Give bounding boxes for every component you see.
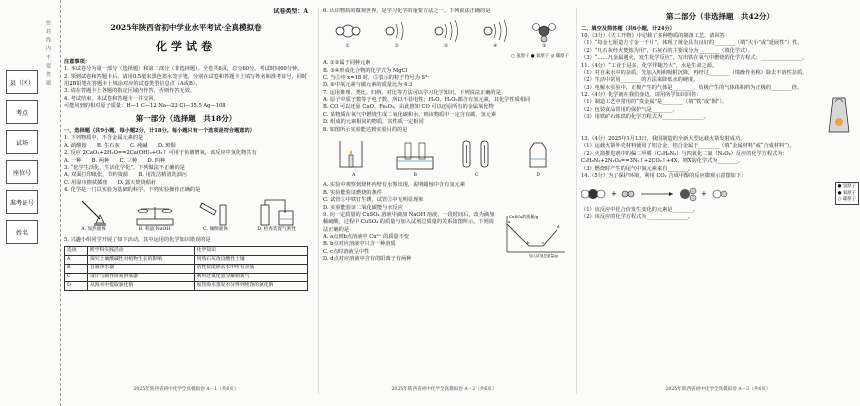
table-cell: 加热海水蒸发水分得到纯净的氯化钠	[194, 282, 307, 291]
question-9: 9. 向一定质量的 CuSO₄ 溶液中滴加 NaOH 溶液，一段时间后，改为滴加稀硫酸，过程中 CuSO₄ 的质量与加入试剂总质量的关系如图所示。下列说法正确的是	[323, 211, 495, 233]
candle-beaker-icon	[332, 137, 376, 173]
sub-question: （1）运载火箭外壳材料使用了铝合金，铝合金属于________（填“金属材料”或“合成材料”）。	[581, 143, 795, 150]
table-cell: 探究土壤酸碱性对植物生长的影响	[88, 256, 195, 265]
tube-heating-icon	[74, 197, 114, 227]
sub-question: （3）燃烧时产生的尾气中氮元素来自________。	[581, 165, 694, 172]
page-column-3	[576, 8, 859, 394]
graph-xlabel: 加入试剂总质量/g	[529, 253, 558, 258]
sub-question: （2）火箭推进剂中的偏二甲肼（C₂H₈N₂）与四氧化二氮（N₂O₄）反应的化学方程式为：	[581, 150, 788, 157]
question-13: 13.（4分）2025年1月13日，我国制造的全新大型运载火箭发射成功。	[581, 136, 746, 143]
table-cell: 活性炭能除去水中所有杂质	[194, 264, 307, 273]
seal-line-note: 密 封 线 内 不 要 答 题	[45, 20, 51, 87]
exam-type: 试卷类型：A	[273, 8, 308, 15]
option-line: B. b点对应溶液中只含一种溶质	[323, 241, 396, 248]
page-footer: 2025年陕西省初中化学全真模拟卷 A－2（共6页）	[391, 387, 497, 393]
table-header-cell: 选项	[65, 247, 88, 256]
reaction-legend	[835, 182, 859, 205]
question-11: 11.（4分）“工业于是多，化学伴随乃大”，水是生命之源。	[581, 62, 718, 69]
table-cell: A	[65, 256, 88, 265]
seat-label: 座位号	[12, 169, 31, 177]
question-12: 12.（4分）化学就在我们身边，请用所学知识回答：	[581, 92, 702, 99]
table-cell: D	[65, 282, 88, 291]
sub-question: （2）生活中常用________的方法来降低水的硬度。	[581, 77, 699, 84]
option-line: B. 实验能验证燃烧的条件	[323, 189, 382, 196]
part1-title: 第一部分（选择题 共18分）	[135, 114, 237, 124]
table-cell: 利用过氧化氢分解制氧气	[194, 273, 307, 282]
exam-site-label: 考点	[15, 109, 28, 117]
atom-shell-icon	[429, 18, 463, 44]
pouring-icon	[196, 197, 236, 227]
question-12-text	[581, 92, 819, 136]
legend-item: ● 氧原子	[530, 53, 550, 59]
name-label: 姓名	[15, 229, 28, 237]
notice-item: 3. 请在答题卡上各题的指定区域内作答，否则作答无效。	[64, 88, 196, 95]
question-4: 4. 化学是一门以实验为基础的科学。下列实验操作正确的是	[64, 187, 201, 194]
notice-title: 注意事项：	[64, 58, 90, 65]
sub-question: （1）对自来水中的杂质，先加入明矾吸附沉降，再经过________（填操作名称）除去不溶性杂质。	[581, 69, 808, 76]
figure-pour	[196, 197, 236, 234]
question-9-block	[323, 212, 569, 264]
atom-shell-icon	[478, 18, 512, 44]
legend-item: ● 氧原子	[837, 190, 856, 196]
option-line: C. 某物质在氧气中燃烧生成二氧化碳和水，则该物质中一定含有碳、氢元素	[323, 111, 497, 118]
figure-caption: ②	[394, 44, 399, 50]
subject-title: 化学试卷	[156, 40, 216, 54]
question-9-text	[323, 212, 499, 264]
question-4-figures	[64, 197, 308, 234]
figure-caption: ⑤	[542, 44, 547, 50]
exam-title: 2025年陕西省初中学业水平考试·全真模拟卷	[110, 22, 262, 32]
table-cell: 从海水中提取氯化钠	[88, 282, 195, 291]
figure-caption: C	[474, 172, 479, 178]
figure-caption: C. 倾倒液体	[203, 227, 228, 233]
option-line: D. 组成的元素相同的物质，其性质一定相同	[323, 119, 424, 126]
option-line: B. CO 可以还原 CuO、Fe₂O₃，由此推知 CO 可以还原所有的金属氧化物	[323, 104, 494, 111]
atom-shell-icon	[380, 18, 414, 44]
activity-table	[64, 246, 308, 291]
page-footer: 2025年陕西省初中化学全真模拟卷 A－1（共6页）	[133, 387, 239, 393]
question-8-figures	[323, 137, 569, 180]
option-line: A. ①②属于同种元素	[323, 60, 371, 67]
ticket-box	[6, 190, 38, 214]
atomic-mass-line: 可能用到的相对原子质量：H—1 C—12 Na—23 Cl—35.5 Ag—108	[64, 103, 226, 110]
cuso4-graph	[499, 212, 569, 258]
table-row	[65, 273, 308, 282]
figure-airtight	[255, 197, 299, 234]
bottle-icon	[516, 137, 560, 173]
option-line: D. ⑥中氧元素与碳元素的质量比为 4:3	[323, 82, 413, 89]
atom-structure-figure	[380, 18, 414, 51]
option-line: C. 当⑤中 x=18 时，⑤表示的粒子符号为 S²⁻	[323, 74, 430, 81]
figure-caption: ①	[345, 44, 350, 50]
table-header-row	[65, 247, 308, 256]
svg-text:+: +	[701, 189, 707, 198]
question-1-options: A. 硝酸铵 B. 生石灰 C. 纯碱 D. 斑铜	[64, 142, 176, 149]
svg-text:+: +	[611, 189, 617, 198]
sub-question: （2）包装食品常用的保护气是________。	[581, 106, 678, 113]
table-row	[65, 282, 308, 291]
option-line: D. 实验能验证二氧化碳能与水反应	[323, 204, 403, 211]
question-1: 1. 下列物质中，不含金属元素的是	[64, 135, 144, 142]
table-header-cell: 跨学科实践活动	[88, 247, 195, 256]
legend-item: ○ 氢原子	[510, 53, 530, 59]
question-14: 14.（5分）为了保护环境，利用 CO₂ 合成甲醇的反应微观示意图如下：	[581, 172, 747, 179]
sub-question: （2）“凡石灰经火焚炼为用”，石灰石的主要成分为________（填化学式）。	[581, 47, 754, 54]
part2-title: 第二部分（非选择题 共42分）	[666, 12, 774, 21]
figure-caption: A. 加热液体	[81, 227, 106, 233]
option-line: A. a点到b点溶液中 Cu²⁺ 的质量不变	[323, 234, 409, 241]
option-line: C. 试管①中铁钉生锈，试管②中无明显现象	[323, 197, 424, 204]
notice-item: 4. 考试结束，本试卷和答题卡一并交回。	[64, 95, 159, 102]
question-8: 8. 如图所示实验能达到实验目的的是	[323, 126, 408, 133]
notice-item: 1. 本试卷分为第一部分（选择题）和第二部分（非选择题）。全卷共6页，总分60分。考试时间60分钟。	[64, 66, 303, 73]
graph-ylabel: CuSO₄的质量/g	[509, 213, 539, 219]
combustion-setup-icon	[393, 137, 437, 173]
question-3-options: A. 双面打印纸张，节约资源 B. 用洗洁精清洗油污	[64, 172, 188, 179]
molecule-icon	[331, 18, 365, 44]
exam-site-box	[6, 100, 38, 124]
figure-weigh	[133, 197, 177, 234]
graph-point-label: c	[542, 239, 545, 245]
molecule-figure	[527, 18, 561, 51]
sub-question: （3）电解水实验中，正极产生的气体是________，负极产生的气体体积约为正极的________倍。	[581, 84, 803, 91]
graph-line	[507, 224, 557, 246]
graph-point-label: d	[557, 223, 560, 229]
page-column-1	[64, 8, 308, 394]
question-6: 6. 认识物质的微观世界，是学习化学的重要方法之一。下列说法正确的是	[323, 8, 491, 14]
apparatus-figure	[516, 137, 560, 180]
reaction-diagram	[581, 182, 859, 205]
part2-note: 二、填空及简答题（共6小题，计24分）	[581, 25, 675, 32]
page-column-2	[318, 8, 569, 394]
room-box	[6, 130, 38, 154]
legend-item: ○ 碳原子	[837, 196, 856, 202]
figure-heat-liquid	[74, 197, 114, 234]
table-cell: 用熟石灰改良酸性土壤	[194, 256, 307, 265]
sub-question: （3）“……凡金属遇火，发生化学反应”，写出铁在氧气中燃烧的化学方程式：________________。	[581, 55, 808, 62]
table-row	[65, 256, 308, 265]
molecule-icon	[527, 18, 561, 44]
molecule-figure	[331, 18, 365, 51]
seal-margin	[0, 0, 61, 406]
figure-caption: B	[413, 172, 417, 178]
apparatus-figure	[332, 137, 376, 180]
figure-caption: B. 称量 NaOH	[138, 227, 171, 233]
apparatus-figure	[393, 137, 437, 180]
furnace-icon	[819, 92, 859, 136]
table-cell: B	[65, 264, 88, 273]
ticket-label: 准考证号	[9, 199, 34, 207]
question-12-block	[581, 92, 859, 136]
question-7: 7. 运用推理、类比、归纳、对比等方法可以学习化学知识。下列说法正确的是	[323, 89, 501, 96]
question-6-figures	[323, 18, 569, 51]
table-cell: C	[65, 273, 88, 282]
option-line: B. ③④形成化合物的化学式为 MgCl	[323, 67, 408, 74]
test-tubes-icon	[455, 137, 499, 173]
graph-point-label: a	[508, 218, 511, 224]
figure-caption: ③	[443, 44, 449, 50]
table-row	[65, 264, 308, 273]
table-cell: 自制净水器	[88, 264, 195, 273]
notice-item: 2. 领到试卷和答题卡后，请用0.5毫米黑色墨水签字笔，分别在试卷和答题卡上填写姓名和准考证号，同时用2B铅笔在答题卡上填涂对应的试卷类型信息点（A或B）。	[64, 73, 308, 87]
figure-caption: D. 检查装置气密性	[257, 227, 296, 233]
figure-caption: D	[536, 172, 541, 178]
sub-question: （3）用铁矿石炼铁的化学方程式为________________。	[581, 114, 709, 121]
balance-icon	[133, 197, 177, 227]
county-box	[6, 70, 38, 94]
question-3-options: C. 用湿巾擦拭插座 D. 露天焚烧秸秆	[64, 179, 157, 186]
apparatus-figure	[455, 137, 499, 180]
option-line: D. d点对应溶液中含有的阳离子有两种	[323, 256, 412, 263]
reaction-micro-icon	[581, 183, 731, 205]
question-3: 3. “化学生活化，生活化学化”。下列做法不正确的是	[64, 164, 185, 171]
table-header-cell: 化学知识	[194, 247, 307, 256]
sub-question: （1）制造工艺中常用的“贵金属”是________（填“铁”或“铜”）。	[581, 99, 728, 106]
question-2: 2. 反应 2CaO₂+2H₂O==2Ca(OH)₂+O₂↑ 可用于鱼塘增氧，该反应中氢化物共有	[64, 150, 257, 157]
part1-note: 一、选择题（共9小题，每小题2分，计18分。每小题只有一个选项是符合题意的）	[64, 128, 255, 135]
sub-question: （2）该反应的化学方程式为________________。	[581, 214, 694, 221]
sub-question: （1）该反应中化合价发生变化的元素是________。	[581, 207, 699, 214]
atom-structure-figure	[429, 18, 463, 51]
option-line: A. 原子中质子数等于电子数，所以不显电性；H₂O、H₂O₂都含有氢元素，其化学性质相同	[323, 97, 531, 104]
room-label: 试场	[15, 139, 28, 147]
legend-item: ● 氢原子	[837, 184, 856, 190]
flask-beaker-icon	[255, 197, 299, 227]
graph-point-label: b	[527, 239, 530, 245]
option-line: A. 实验中观察到烧杯内壁有水雾出现，说明蜡烛中含有氢元素	[323, 182, 465, 189]
sub-question: （1）“每金七厘造方寸金一千片”，体现了黄金具有良好的________（填“大小”或“延展性”）性。	[581, 40, 803, 47]
sub-question: C₂H₈N₂+2N₂O₄==3N₂↑+2CO₂↑+4X，则X的化学式为________。	[581, 158, 744, 165]
seat-box	[6, 160, 38, 184]
question-10: 10.（3分）《天工开物》中记载了多种物质的制备工艺，请回答：	[581, 33, 731, 40]
table-cell: 设计与制作简易供氧器	[88, 273, 195, 282]
figure-caption: ④	[493, 44, 498, 50]
name-box	[6, 220, 38, 244]
legend-item: ◎ 碳原子	[550, 53, 569, 59]
county-label: 县（区）	[9, 79, 34, 87]
option-line: C. c点时溶液呈中性	[323, 248, 370, 255]
page-footer: 2025年陕西省初中化学全真模拟卷 A－3（共6页）	[665, 387, 771, 393]
atom-structure-figure	[478, 18, 512, 51]
question-2-options: A. 一种 B. 两种 C. 三种 D. 四种	[64, 157, 166, 164]
question-5: 5. 兴趣小组同学开展了如下活动，其中运用的化学知识错误的是	[64, 236, 211, 243]
figure-caption: A	[352, 172, 356, 178]
